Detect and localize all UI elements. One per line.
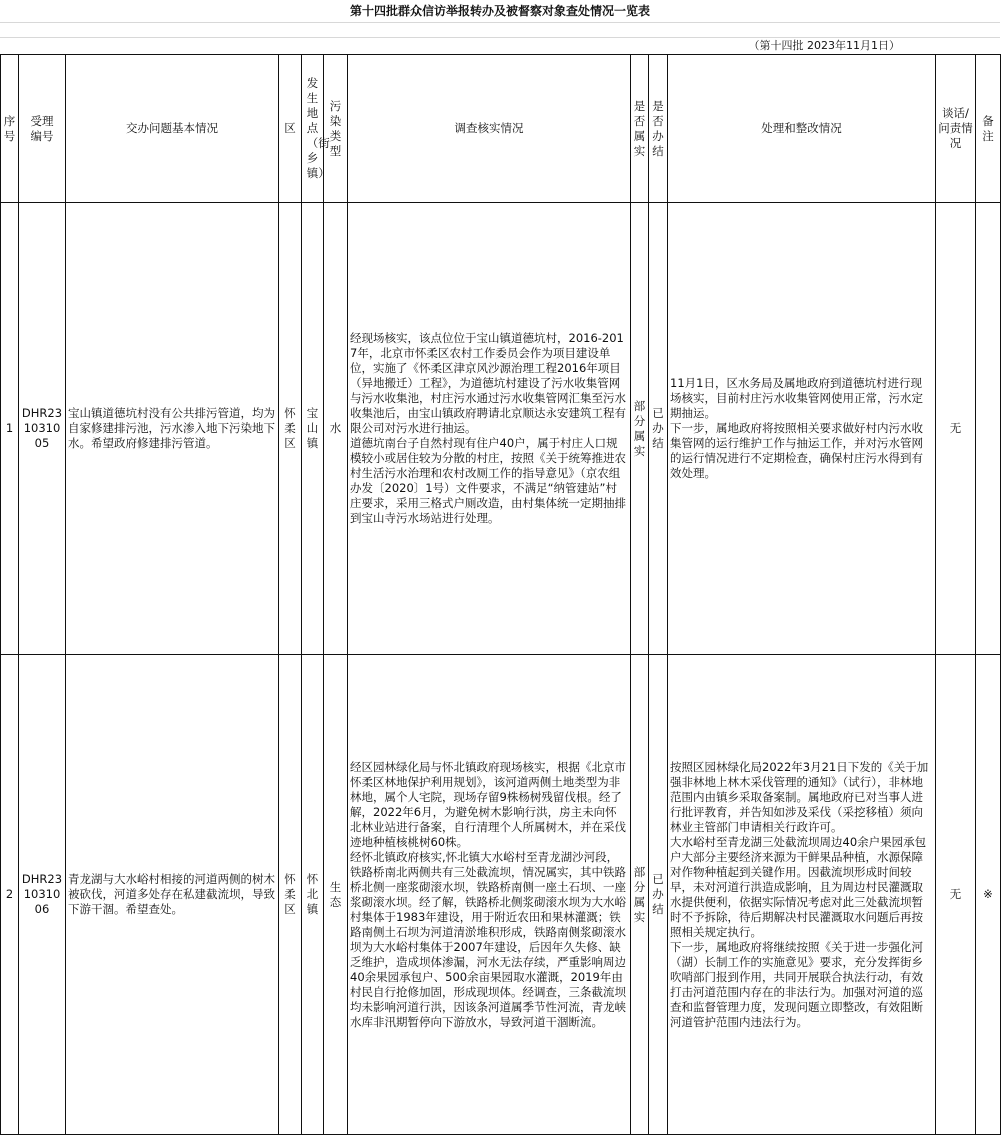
table-row — [1, 655, 1001, 1135]
header-closed: 是否办结 — [649, 55, 668, 203]
header-id: 受理编号 — [19, 55, 66, 203]
cell-handling: 11月1日，区水务局及属地政府到道德坑村进行现场核实，目前村庄污水收集管网使用正常，污水定期抽运。 下一步，属地政府将按照相关要求做好村内污水收集管网的运行维护工作与抽运工作，并对污水管网的运行情况进行不定期检查，确保村庄污水得到有效处理。 — [668, 203, 936, 655]
header-seq: 序号 — [1, 55, 19, 203]
cell-location: 怀北镇 — [302, 655, 324, 1135]
header-remark: 备注 — [976, 55, 1001, 203]
cell-id: DHR231031006 — [19, 655, 66, 1135]
table-row — [1, 203, 1001, 655]
cell-verified: 部分属实 — [631, 655, 649, 1135]
header-district: 区 — [279, 55, 302, 203]
header-row — [1, 55, 1001, 203]
header-pollution: 污染类型 — [324, 55, 348, 203]
cell-seq: 2 — [1, 655, 19, 1135]
cell-accountability: 无 — [936, 203, 976, 655]
header-handling: 处理和整改情况 — [668, 55, 936, 203]
cell-remark: ※ — [976, 655, 1001, 1135]
cell-district: 怀柔区 — [279, 655, 302, 1135]
cell-remark — [976, 203, 1001, 655]
cell-problem: 宝山镇道德坑村没有公共排污管道，均为自家修建排污池，污水渗入地下污染地下水。希望政府修建排污管道。 — [66, 203, 279, 655]
batch-info: （第十四批 2023年11月1日） — [748, 39, 900, 52]
cell-accountability: 无 — [936, 655, 976, 1135]
header-location: 发生地点（街乡镇） — [302, 55, 324, 203]
sheet-gridline — [0, 22, 1000, 23]
cell-handling: 按照区园林绿化局2022年3月21日下发的《关于加强非林地上林木采伐管理的通知》（试行），非林地范围内由镇乡采取备案制。属地政府已对当事人进行批评教育，并告知如涉及采伐（采挖移植）须向林业主管部门申请相关行政许可。 大水峪村至青龙湖三处截流坝周边40余户果园承包户大部分主要经济来源为干鲜果品种植，水源保障对作物种植起到关键作用。因截流坝形成时间较早，未对河道行洪造成影响，且为周边村民灌溉取水提供便利，依据实际情况考虑对此三处截流坝暂时不予拆除，待后期解决村民灌溉取水问题后再按照相关规定执行。 下一步，属地政府将继续按照《关于进一步强化河（湖）长制工作的实施意见》要求，充分发挥街乡吹哨部门报到作用，共同开展联合执法行动，有效打击河道范围内存在的非法行为。加强对河道的巡查和监督管理力度，发现问题立即整改，有效阻断河道管护范围内违法行为。 — [668, 655, 936, 1135]
cell-closed: 已办结 — [649, 203, 668, 655]
cell-district: 怀柔区 — [279, 203, 302, 655]
cell-problem: 青龙湖与大水峪村相接的河道两侧的树木被砍伐，河道多处存在私建截流坝，导致下游干涸。希望查处。 — [66, 655, 279, 1135]
report-table — [0, 54, 1001, 1135]
cell-investigation: 经现场核实，该点位位于宝山镇道德坑村，2016-2017年，北京市怀柔区农村工作委员会作为项目建设单位，实施了《怀柔区津京风沙源治理工程2016年项目（异地搬迁）工程》，为道德坑村建设了污水收集管网与污水收集池，村庄污水通过污水收集管网汇集至污水收集池后，由宝山镇政府聘请北京顺达永安建筑工程有限公司对污水进行抽运。 道德坑南台子自然村现有住户40户，属于村庄人口规模较小或居住较为分散的村庄，按照《关于统筹推进农村生活污水治理和农村改厕工作的指导意见》（京农组办发〔2020〕1号）文件要求，不满足“纳管建站”村庄要求，采用三格式户厕改造，由村集体统一定期抽排到宝山寺污水场站进行处理。 — [348, 203, 631, 655]
cell-location: 宝山镇 — [302, 203, 324, 655]
cell-pollution: 生态 — [324, 655, 348, 1135]
cell-closed: 已办结 — [649, 655, 668, 1135]
cell-pollution: 水 — [324, 203, 348, 655]
header-problem: 交办问题基本情况 — [66, 55, 279, 203]
cell-id: DHR231031005 — [19, 203, 66, 655]
cell-seq: 1 — [1, 203, 19, 655]
header-accountability: 谈话/问责情况 — [936, 55, 976, 203]
document-title: 第十四批群众信访举报转办及被督察对象查处情况一览表 — [349, 4, 650, 18]
cell-investigation: 经区园林绿化局与怀北镇政府现场核实，根据《北京市怀柔区林地保护利用规划》，该河道两侧土地类型为非林地，属个人宅院，现场存留9株杨树残留伐根。经了解，2022年6月，为避免树木影响行洪，房主未向怀北林业站进行备案，自行清理个人所属树木，并在采伐迹地种植核桃树60株。 经怀北镇政府核实,怀北镇大水峪村至青龙湖沙河段，铁路桥南北两侧共有三处截流坝，情况属实，其中铁路桥北侧一座浆砌滚水坝，铁路桥南侧一座土石坝、一座浆砌滚水坝。经了解，铁路桥北侧浆砌滚水坝为大水峪村集体于1983年建设，用于附近农田和果林灌溉；铁路南侧土石坝为河道清淤堆积形成，铁路南侧浆砌滚水坝为大水峪村集体于2007年建设，后因年久失修、缺乏维护，造成坝体渗漏，河水无法存续，严重影响周边40余果园承包户、500余亩果园取水灌溉，2019年由村民自行抢修加固，形成现坝体。经调查，三条截流坝均未影响河道行洪，因该条河道属季节性河流，青龙峡水库非汛期暂停向下游放水，导致河道干涸断流。 — [348, 655, 631, 1135]
cell-verified: 部分属实 — [631, 203, 649, 655]
header-verified: 是否属实 — [631, 55, 649, 203]
header-investigation: 调查核实情况 — [348, 55, 631, 203]
